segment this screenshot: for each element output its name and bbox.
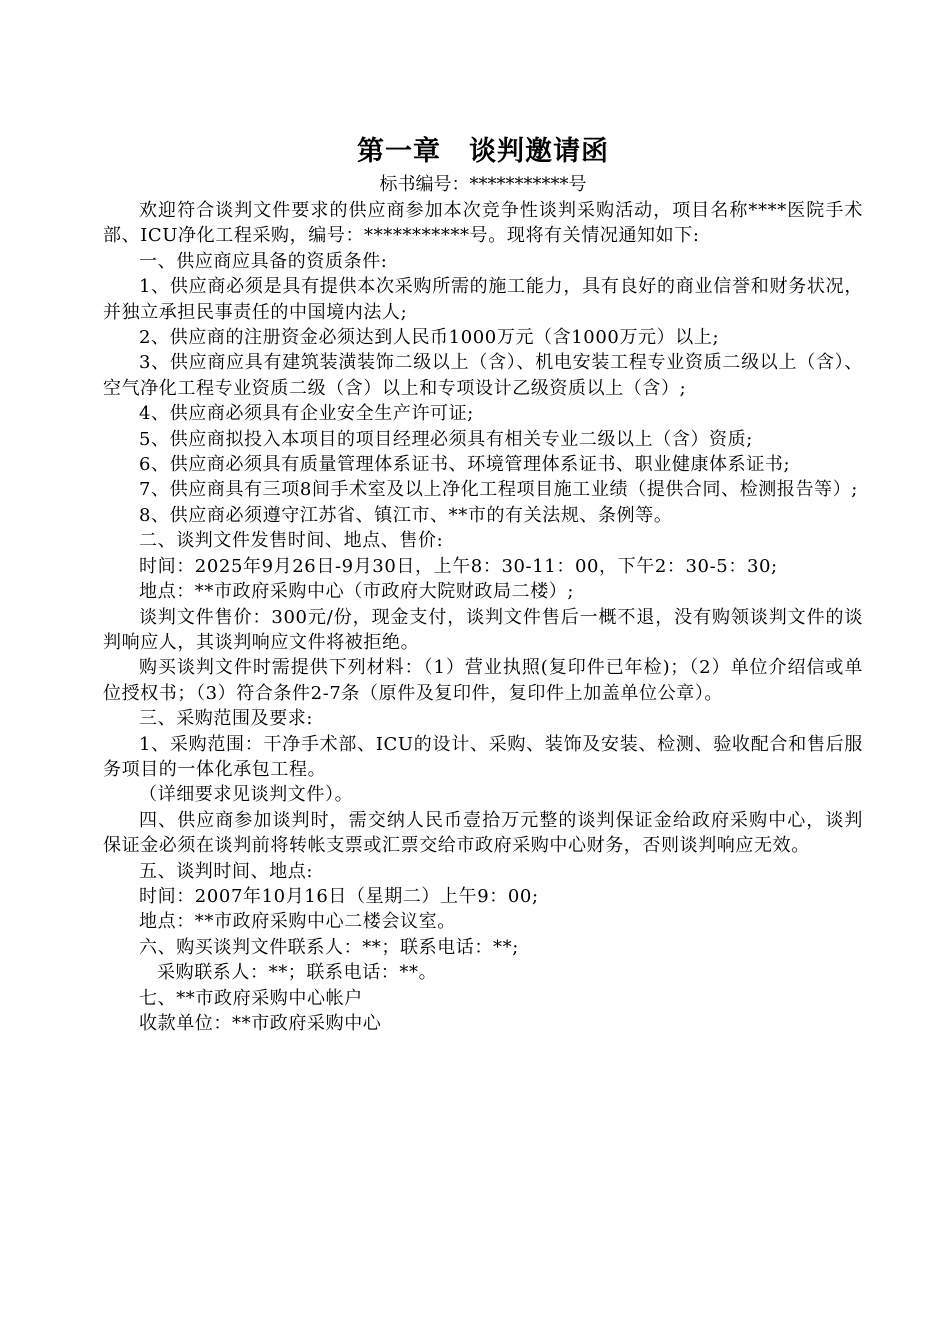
section-heading-negotiation: 五、谈判时间、地点: [139,860,314,882]
bid-number: 标书编号：***********号 [379,174,587,195]
procurement-contact: 采购联系人：**；联系电话：**。 [157,962,438,984]
document-body [103,133,863,1036]
intro-paragraph: 欢迎符合谈判文件要求的供应商参加本次竞争性谈判采购活动，项目名称****医院手术部、ICU净化工程采购，编号：***********号。现将有关情况通知如下: [103,200,863,247]
qualification-item-4: 4、供应商必须具有企业安全生产许可证; [139,403,474,425]
scope-item-1: 1、采购范围：干净手术部、ICU的设计、采购、装饰及安装、检测、验收配合和售后服务项目的一体化承包工程。 [103,733,863,780]
qualification-item-5: 5、供应商拟投入本项目的项目经理必须具有相关专业二级以上（含）资质; [139,428,753,450]
section-heading-sale: 二、谈判文件发售时间、地点、售价: [139,530,444,552]
qualification-item-3: 3、供应商应具有建筑装潢装饰二级以上（含）、机电安装工程专业资质二级以上（含）、空气净化工程专业资质二级（含）以上和专项设计乙级资质以上（含）; [103,352,863,399]
scope-note: （详细要求见谈判文件）。 [139,784,354,806]
sale-time: 时间：2025年9月26日-9月30日，上午8：30-11：00，下午2：30-5：30; [139,555,778,577]
section-heading-qualifications: 一、供应商应具备的资质条件: [139,250,388,272]
sale-price: 谈判文件售价：300元/份，现金支付，谈判文件售后一概不退，没有购领谈判文件的谈判响应人，其谈判响应文件将被拒绝。 [103,606,863,653]
required-materials: 购买谈判文件时需提供下列材料：（1）营业执照(复印件已年检)；（2）单位介绍信或单位授权书；（3）符合条件2-7条（原件及复印件，复印件上加盖单位公章）。 [103,657,863,704]
section-contacts: 六、购买谈判文件联系人：**；联系电话：**; [139,936,519,958]
sale-location: 地点：**市政府采购中心（市政府大院财政局二楼）; [139,581,575,603]
qualification-item-8: 8、供应商必须遵守江苏省、镇江市、**市的有关法规、条例等。 [139,504,673,526]
section-heading-account: 七、**市政府采购中心帐户 [139,987,363,1009]
qualification-item-6: 6、供应商必须具有质量管理体系证书、环境管理体系证书、职业健康体系证书; [139,454,791,476]
qualification-item-1: 1、供应商必须是具有提供本次采购所需的施工能力，具有良好的商业信誉和财务状况，并独立承担民事责任的中国境内法人; [103,276,863,323]
negotiation-time: 时间：2007年10月16日（星期二）上午9：00; [139,885,539,907]
negotiation-location: 地点：**市政府采购中心二楼会议室。 [139,911,456,933]
qualification-item-2: 2、供应商的注册资金必须达到人民币1000万元（含1000万元）以上; [139,327,720,349]
section-deposit: 四、供应商参加谈判时，需交纳人民币壹拾万元整的谈判保证金给政府采购中心，谈判保证金必须在谈判前将转帐支票或汇票交给市政府采购中心财务，否则谈判响应无效。 [103,809,863,857]
section-heading-scope: 三、采购范围及要求: [139,708,314,730]
chapter-title: 第一章 谈判邀请函 [357,136,609,167]
payee-unit: 收款单位：**市政府采购中心 [139,1013,382,1034]
qualification-item-7: 7、供应商具有三项8间手术室及以上净化工程项目施工业绩（提供合同、检测报告等）; [139,479,858,501]
